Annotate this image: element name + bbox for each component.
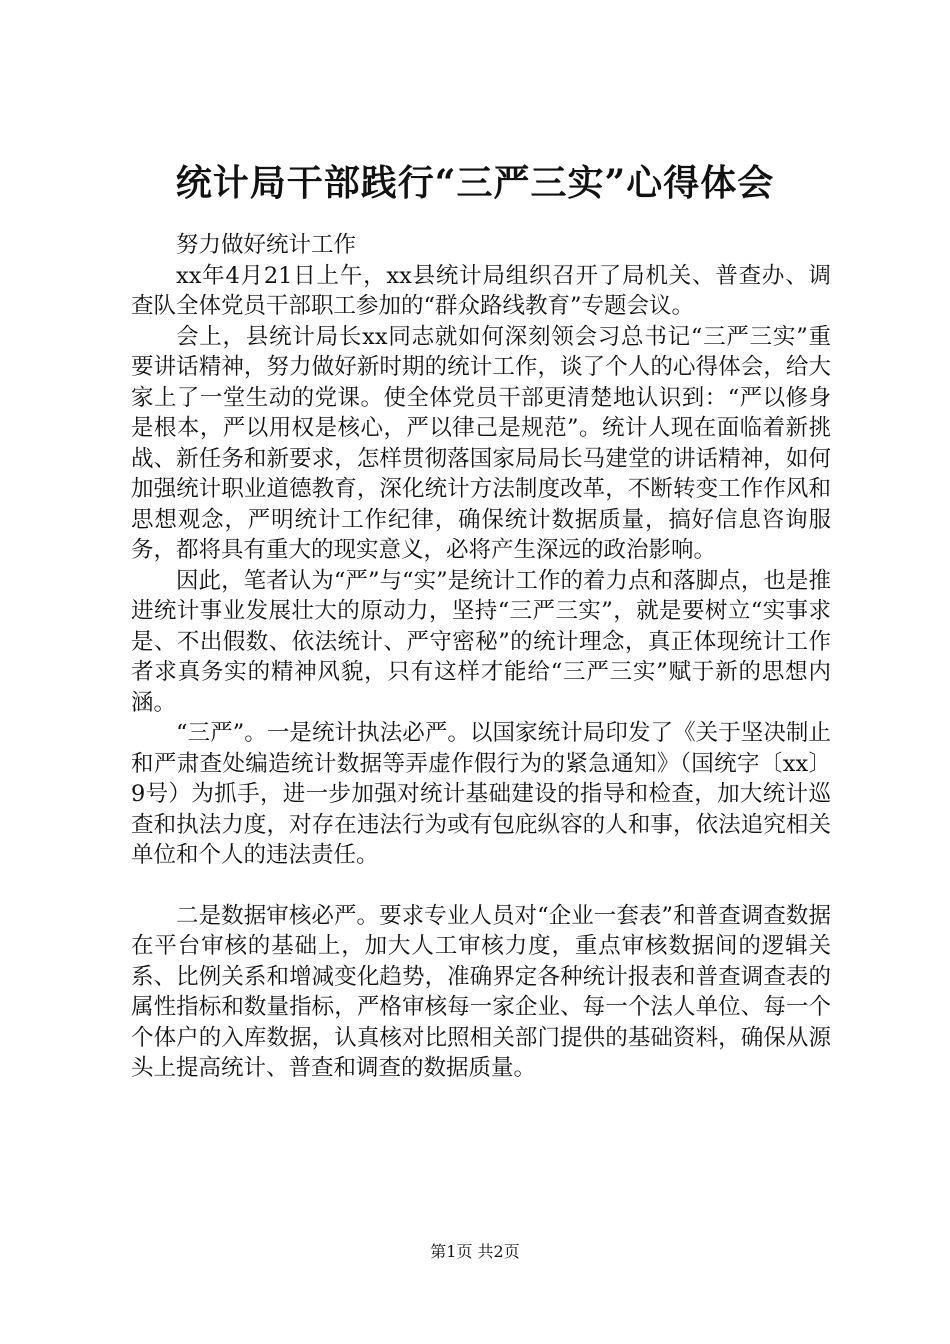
body-paragraph: 二是数据审核必严。要求专业人员对“企业一套表”和普查调查数据在平台审核的基础上，加大人工审核力度，重点审核数据间的逻辑关系、比例关系和增减变化趋势，准确界定各种统计报表和普查调查表的属性指标和数量指标，严格审核每一家企业、每一个法人单位、每一个个体户的入库数据，认真核对比照相关部门提供的基础资料，确保从源头上提高统计、普查和调查的数据质量。 bbox=[131, 902, 831, 1081]
body-paragraph: “三严”。一是统计执法必严。以国家统计局印发了《关于坚决制止和严肃查处编造统计数据等弄虚作假行为的紧急通知》（国统字〔xx〕9号）为抓手，进一步加强对统计基础建设的指导和检查，加大统计巡查和执法力度，对存在违法行为或有包庇纵容的人和事，依法追究相关单位和个人的违法责任。 bbox=[131, 720, 831, 868]
body-paragraph: xx年4月21日上午，xx县统计局组织召开了局机关、普查办、调查队全体党员干部职工参加的“群众路线教育”专题会议。 bbox=[131, 262, 831, 319]
page-number-footer: 第1页 共2页 bbox=[430, 1242, 520, 1261]
document-title: 统计局干部践行“三严三实”心得体会 bbox=[175, 162, 775, 204]
paragraph-spacer bbox=[131, 871, 831, 901]
body-paragraph: 因此，笔者认为“严”与“实”是统计工作的着力点和落脚点，也是推进统计事业发展壮大的原动力，坚持“三严三实”，就是要树立“实事求是、不出假数、依法统计、严守密秘”的统计理念，真正体现统计工作者求真务实的精神风貌，只有这样才能给“三严三实”赋于新的思想内涵。 bbox=[131, 567, 831, 716]
body-paragraph: 会上，县统计局长xx同志就如何深刻领会习总书记“三严三实”重要讲话精神，努力做好新时期的统计工作，谈了个人的心得体会，给大家上了一堂生动的党课。使全体党员干部更清楚地认识到：“严以修身是根本，严以用权是核心，严以律己是规范”。统计人现在面临着新挑战、新任务和新要求，怎样贯彻落国家局局长马建堂的讲话精神，如何加强统计职业道德教育，深化统计方法制度改革，不断转变工作作风和思想观念，严明统计工作纪律，确保统计数据质量，搞好信息咨询服务，都将具有重大的现实意义，必将产生深远的政治影响。 bbox=[131, 323, 831, 563]
document-body bbox=[131, 230, 831, 1084]
subtitle-paragraph: 努力做好统计工作 bbox=[176, 232, 357, 258]
